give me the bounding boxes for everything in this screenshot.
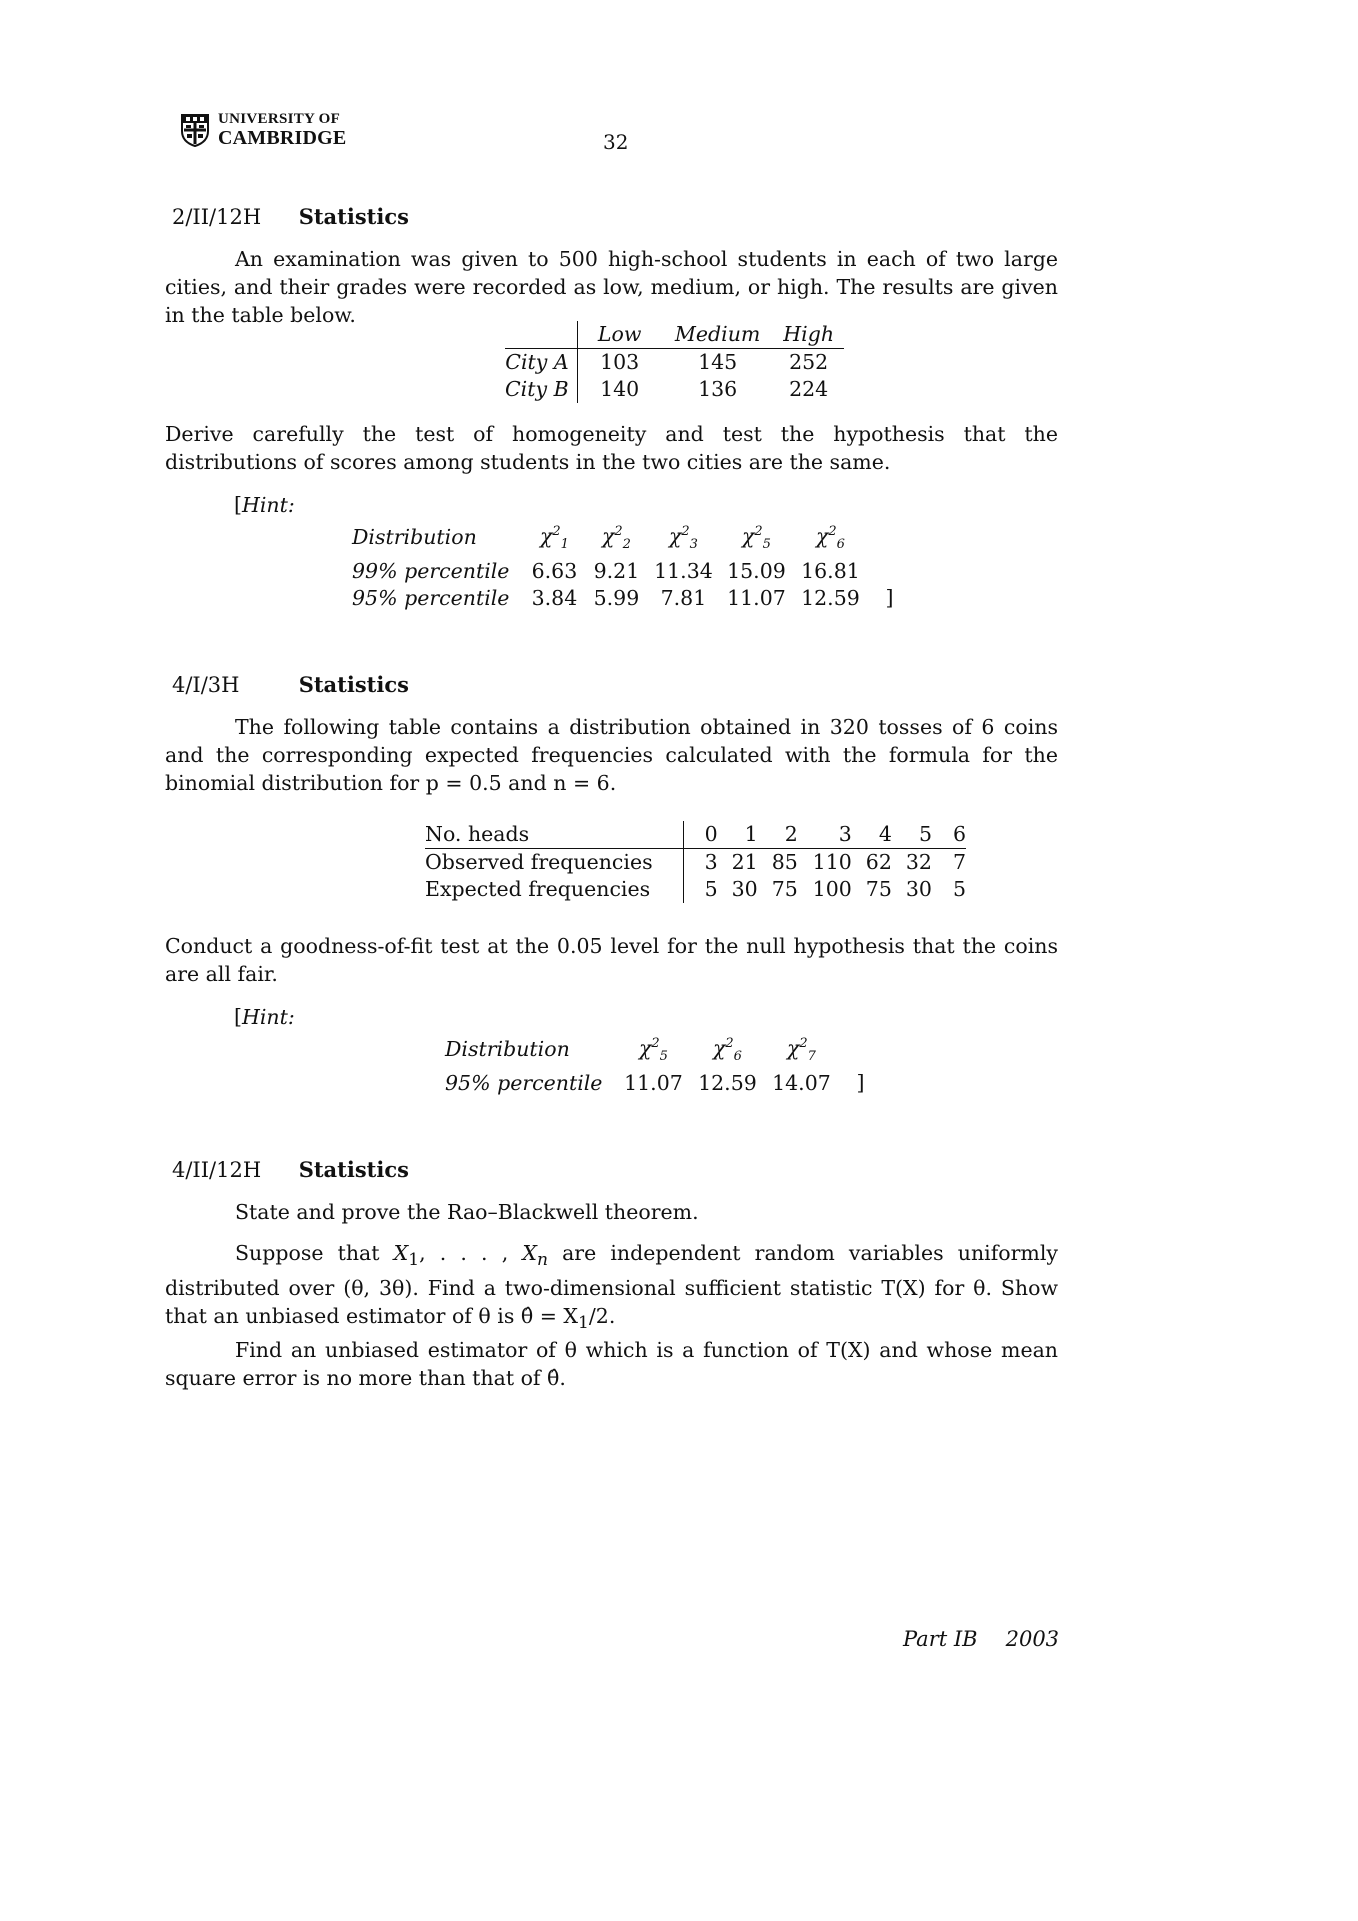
chi-square-cell bbox=[764, 1030, 838, 1070]
q1-grades-table bbox=[505, 321, 844, 403]
chi-df: 7 bbox=[807, 1048, 816, 1064]
chi-sup: 2 bbox=[614, 524, 623, 539]
hint-row-label: Distribution bbox=[352, 525, 477, 550]
table-cell: 3.84 bbox=[531, 585, 578, 610]
chi-sup: 2 bbox=[799, 1036, 808, 1051]
q1-paragraph-2: Derive carefully the test of homogeneity and test the hypothesis that the distributions of scores among students in the two cities are the same. bbox=[165, 422, 1058, 474]
table-cell: 32 bbox=[892, 849, 932, 877]
table-cell: 11.07 bbox=[727, 585, 786, 610]
hint-label-text: Hint: bbox=[242, 493, 295, 517]
chi-square-cell bbox=[793, 518, 867, 558]
cambridge-crest-icon bbox=[180, 113, 210, 147]
hint-row-label: 95% percentile bbox=[445, 1070, 603, 1095]
table-row-label: City B bbox=[505, 376, 577, 403]
chi-df: 2 bbox=[622, 536, 631, 552]
chi-square-cell bbox=[585, 518, 647, 558]
table-row bbox=[505, 321, 844, 349]
table-cell: 100 bbox=[812, 877, 852, 901]
chi-sup: 2 bbox=[681, 524, 690, 539]
chi-sup: 2 bbox=[552, 524, 561, 539]
table-cell: 145 bbox=[662, 349, 774, 377]
table-cell: 11.07 bbox=[624, 1070, 683, 1095]
table-row bbox=[505, 349, 844, 377]
chi-df: 3 bbox=[689, 536, 698, 552]
q3-var-x: X bbox=[522, 1241, 537, 1265]
chi-sup: 2 bbox=[828, 524, 837, 539]
q3-sub: 1 bbox=[578, 1313, 589, 1334]
q3-heading bbox=[172, 1157, 409, 1182]
table-corner bbox=[505, 321, 577, 349]
table-cell: 21 bbox=[718, 849, 758, 877]
table-cell: 0 bbox=[704, 822, 718, 846]
table-cell: 5.99 bbox=[593, 585, 640, 610]
q2-code: 4/I/3H bbox=[172, 673, 240, 697]
table-row bbox=[425, 849, 966, 877]
table-cell: 224 bbox=[789, 377, 829, 401]
table-cell: 30 bbox=[905, 877, 932, 901]
chi-symbol: χ bbox=[741, 523, 755, 548]
q2-coin-table bbox=[425, 821, 966, 903]
table-row bbox=[445, 1030, 864, 1070]
table-cell: 3 bbox=[838, 822, 852, 846]
table-cell: 5 bbox=[704, 877, 718, 901]
table-cell: 14.07 bbox=[772, 1070, 831, 1095]
table-cell: 252 bbox=[774, 349, 844, 377]
table-cell: 2 bbox=[784, 822, 798, 846]
table-cell: 5 bbox=[952, 877, 966, 901]
q3-sub: 1 bbox=[408, 1250, 420, 1271]
chi-square-cell bbox=[523, 518, 585, 558]
table-cell: 11.34 bbox=[654, 558, 713, 583]
page-footer bbox=[903, 1627, 1059, 1651]
hint-label-text: Hint: bbox=[242, 1005, 295, 1029]
table-row bbox=[352, 518, 893, 558]
footer-part: Part IB bbox=[903, 1627, 978, 1651]
table-cell: 7 bbox=[932, 849, 966, 877]
q2-heading bbox=[172, 672, 409, 697]
q1-heading bbox=[172, 204, 409, 229]
q3-p2-text: Suppose that bbox=[235, 1241, 394, 1265]
chi-square-cell bbox=[690, 1030, 764, 1070]
table-cell: 15.09 bbox=[727, 558, 786, 583]
table-cell: 3 bbox=[683, 849, 718, 877]
chi-symbol: χ bbox=[786, 1035, 800, 1060]
chi-df: 1 bbox=[560, 536, 569, 552]
q3-code: 4/II/12H bbox=[172, 1158, 262, 1182]
table-row-label: City A bbox=[505, 349, 577, 377]
q2-paragraph-2: Conduct a goodness-of-fit test at the 0.05 level for the null hypothesis that the coins are all fair. bbox=[165, 934, 1058, 986]
hint-spacer bbox=[867, 558, 893, 585]
table-row-label: No. heads bbox=[425, 821, 683, 849]
table-row bbox=[425, 876, 966, 903]
table-cell: 75 bbox=[865, 877, 892, 901]
chi-df: 6 bbox=[836, 536, 845, 552]
q3-var-x: X bbox=[393, 1241, 409, 1265]
chi-df: 5 bbox=[659, 1048, 668, 1064]
q2-hint-table bbox=[445, 1030, 864, 1097]
q2-paragraph-1: The following table contains a distribution obtained in 320 tosses of 6 coins and the corresponding expected frequencies calculated with the formula for the binomial distribution for p = 0.5 and n = 6. bbox=[165, 715, 1058, 795]
chi-sup: 2 bbox=[754, 524, 763, 539]
table-cell: 12.59 bbox=[801, 585, 860, 610]
chi-sup: 2 bbox=[725, 1036, 734, 1051]
table-cell: 5 bbox=[918, 822, 932, 846]
table-cell: 136 bbox=[698, 377, 738, 401]
table-cell: 140 bbox=[600, 377, 640, 401]
hint-spacer bbox=[867, 518, 893, 558]
table-cell: 85 bbox=[758, 849, 798, 877]
q3-p2-text: , . . . , bbox=[419, 1241, 523, 1265]
q3-paragraph-1: State and prove the Rao–Blackwell theorem. bbox=[235, 1200, 699, 1224]
chi-symbol: χ bbox=[668, 523, 682, 548]
table-header-cell: High bbox=[783, 322, 835, 346]
table-cell: 62 bbox=[852, 849, 892, 877]
q2-hint-label: [Hint: bbox=[234, 1005, 295, 1029]
logo-line-1: UNIVERSITY OF bbox=[218, 111, 341, 127]
table-cell: 6.63 bbox=[531, 558, 578, 583]
table-cell: 1 bbox=[744, 822, 758, 846]
q3-paragraph-3: Find an unbiased estimator of θ which is a function of T(X) and whose mean square error is no more than that of θ̂. bbox=[165, 1338, 1058, 1390]
table-cell: 7.81 bbox=[660, 585, 707, 610]
table-header-cell: Low bbox=[597, 322, 642, 346]
q1-hint-label: [Hint: bbox=[234, 493, 295, 517]
table-cell: 110 bbox=[798, 849, 852, 877]
table-cell: 30 bbox=[731, 877, 758, 901]
chi-square-cell bbox=[719, 518, 793, 558]
q3-sub: n bbox=[536, 1250, 548, 1271]
chi-symbol: χ bbox=[712, 1035, 726, 1060]
q3-p2-text: /2. bbox=[588, 1304, 616, 1329]
q1-code: 2/II/12H bbox=[172, 205, 262, 229]
table-cell: 6 bbox=[952, 822, 966, 846]
table-header-cell: Medium bbox=[674, 322, 761, 346]
logo-line-2: CAMBRIDGE bbox=[218, 127, 347, 149]
hint-row-label: 95% percentile bbox=[352, 585, 510, 610]
table-row bbox=[352, 558, 893, 585]
table-cell: 12.59 bbox=[698, 1070, 757, 1095]
chi-df: 5 bbox=[762, 536, 771, 552]
table-cell: 9.21 bbox=[593, 558, 640, 583]
table-cell: 103 bbox=[577, 349, 662, 377]
chi-square-cell bbox=[616, 1030, 690, 1070]
q3-topic: Statistics bbox=[298, 1157, 409, 1182]
hint-spacer bbox=[838, 1030, 864, 1070]
chi-square-cell bbox=[647, 518, 719, 558]
chi-symbol: χ bbox=[539, 523, 553, 548]
q1-hint-table bbox=[352, 518, 893, 612]
q3-paragraph-2 bbox=[165, 1239, 1058, 1337]
q1-paragraph-1: An examination was given to 500 high-school students in each of two large cities, and their grades were recorded as low, medium, or high. The results are given in the table below. bbox=[165, 247, 1058, 327]
table-row bbox=[352, 585, 893, 612]
footer-year: 2003 bbox=[1005, 1627, 1060, 1651]
q2-topic: Statistics bbox=[298, 672, 409, 697]
closing-bracket: ] bbox=[856, 1070, 865, 1095]
chi-symbol: χ bbox=[638, 1035, 652, 1060]
table-row bbox=[425, 821, 966, 849]
chi-symbol: χ bbox=[601, 523, 615, 548]
table-cell: 75 bbox=[771, 877, 798, 901]
table-row-label: Expected frequencies bbox=[425, 876, 683, 903]
table-row-label: Observed frequencies bbox=[425, 849, 683, 877]
table-row bbox=[445, 1070, 864, 1097]
hint-row-label: 99% percentile bbox=[352, 558, 510, 583]
q3-p2-text: are independent random variables uniformly distributed over (θ, 3θ). Find a two-dimensional sufficient statistic T(X) for θ. Show that an unbiased estimator of θ is θ̂ = X bbox=[165, 1241, 1059, 1329]
hint-row-label: Distribution bbox=[445, 1037, 570, 1062]
chi-df: 6 bbox=[733, 1048, 742, 1064]
page-number: 32 bbox=[603, 130, 629, 154]
university-logo bbox=[180, 112, 346, 148]
chi-symbol: χ bbox=[815, 523, 829, 548]
table-cell: 4 bbox=[878, 822, 892, 846]
table-row bbox=[505, 376, 844, 403]
chi-sup: 2 bbox=[651, 1036, 660, 1051]
table-cell: 16.81 bbox=[801, 558, 860, 583]
q1-topic: Statistics bbox=[298, 204, 409, 229]
closing-bracket: ] bbox=[885, 585, 894, 610]
